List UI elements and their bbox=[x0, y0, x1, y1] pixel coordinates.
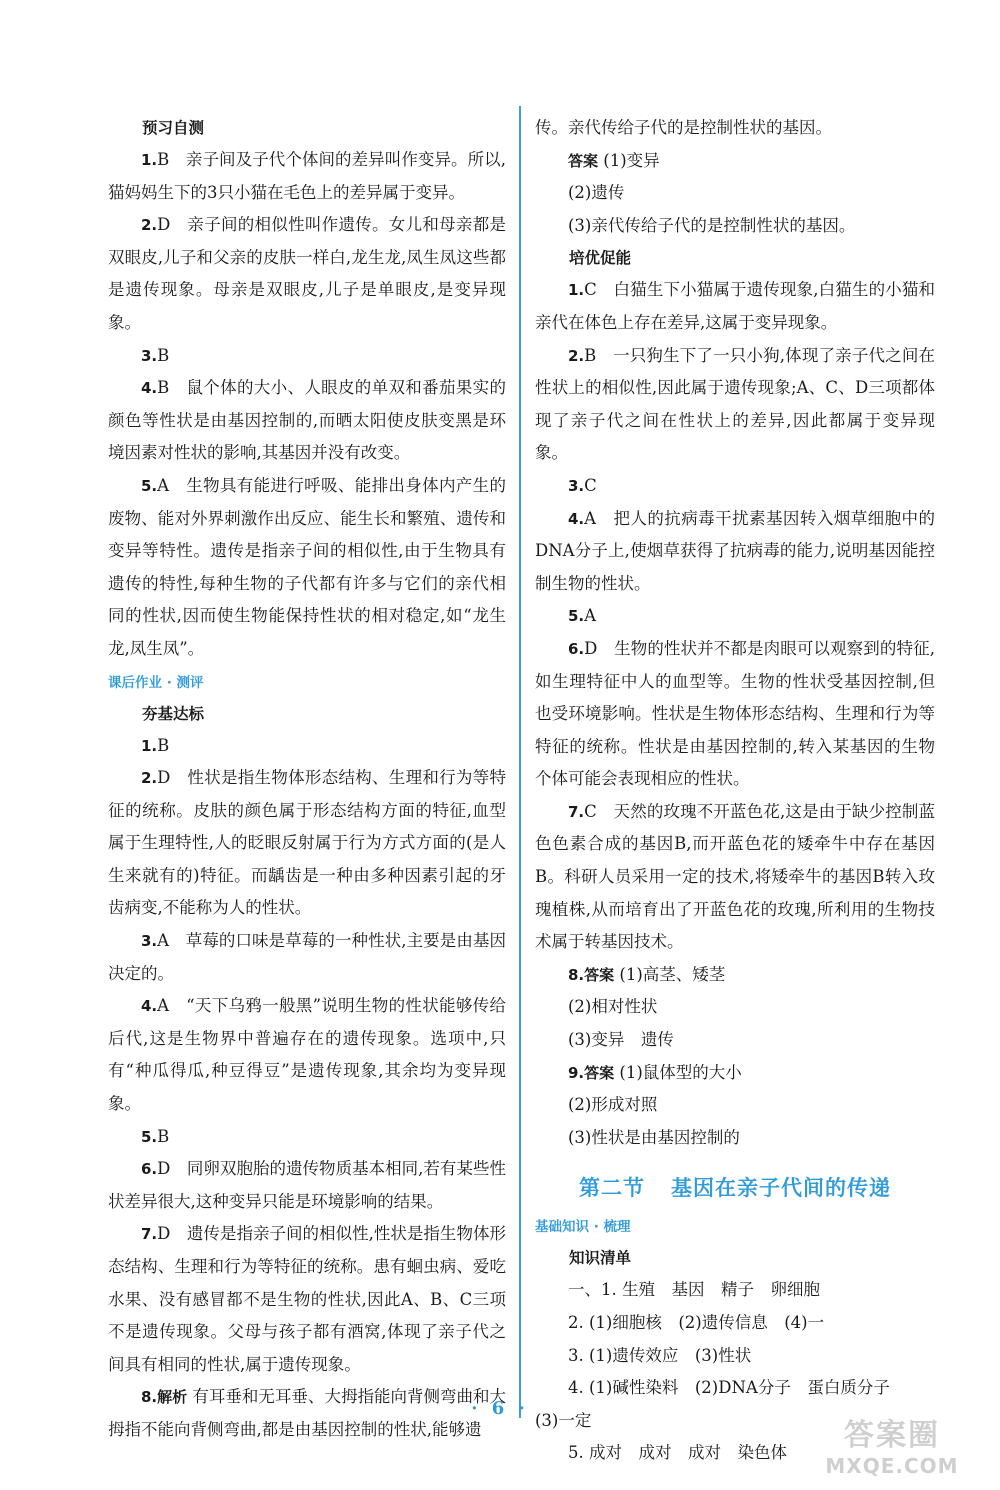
item-number: 7. bbox=[568, 802, 585, 821]
answer-item bbox=[108, 990, 506, 1120]
item-number: 5. bbox=[141, 476, 158, 495]
item-number: 8. bbox=[568, 965, 585, 984]
answer-item bbox=[535, 274, 935, 339]
item-text: (1)高茎、矮茎 bbox=[619, 964, 726, 984]
answer-line bbox=[535, 145, 935, 178]
answer-item bbox=[108, 372, 506, 470]
item-text: 有耳垂和无耳垂、大拇指能向背侧弯曲和大拇指不能向背侧弯曲,都是由基因控制的性状,能够遗 bbox=[108, 1387, 506, 1439]
watermark-text: 答案圈 bbox=[844, 1418, 940, 1453]
answer-item bbox=[535, 340, 935, 470]
answer-item bbox=[535, 600, 935, 633]
answer-item bbox=[108, 1121, 506, 1154]
answer-item bbox=[535, 470, 935, 503]
answer-item bbox=[108, 144, 506, 209]
item-number: 2. bbox=[141, 216, 158, 235]
item-number: 6. bbox=[141, 1160, 158, 1179]
section-basic-knowledge: 基础知识 · 梳理 bbox=[535, 1219, 631, 1236]
heading-knowledge-list: 知识清单 bbox=[569, 1249, 632, 1268]
answer-item bbox=[535, 633, 935, 796]
answer-text: (1)变异 bbox=[603, 150, 660, 170]
answer-line: (3)变异 遗传 bbox=[568, 1030, 674, 1050]
item-text: B bbox=[157, 1126, 170, 1146]
item-number: 2. bbox=[568, 346, 585, 365]
chapter-number: 第二节 bbox=[579, 1176, 645, 1201]
chapter-title bbox=[535, 1168, 935, 1208]
section-homework: 课后作业 · 测评 bbox=[108, 674, 204, 691]
watermark-url: MXQE.COM bbox=[825, 1454, 959, 1478]
item-text: A 生物具有能进行呼吸、能排出身体内产生的废物、能对外界刺激作出反应、能生长和繁殖、遗传和变异等特性。遗传是指亲子间的相似性,由于生物具有遗传的特性,每种生物的子代都有许多与它们的亲代相同的性状,因而使生物能保持性状的相对稳定,如“龙生龙,凤生凤”。 bbox=[108, 475, 506, 658]
right-column bbox=[535, 112, 935, 1470]
answer-item bbox=[108, 762, 506, 925]
answer-item bbox=[535, 796, 935, 959]
answer-label: 答案 bbox=[568, 151, 599, 170]
answer-item bbox=[108, 1153, 506, 1218]
item-number: 5. bbox=[141, 1127, 158, 1146]
item-text: (1)鼠体型的大小 bbox=[619, 1062, 742, 1082]
knowledge-line: 一、1. 生殖 基因 精子 卵细胞 bbox=[568, 1280, 820, 1300]
page-number: · 6 · bbox=[471, 1398, 529, 1419]
knowledge-line: 5. 成对 成对 成对 染色体 bbox=[568, 1443, 787, 1463]
item-text: A 把人的抗病毒干扰素基因转入烟草细胞中的DNA分子上,使烟草获得了抗病毒的能力,说明基因能控制生物的性状。 bbox=[535, 508, 935, 593]
item-number: 1. bbox=[568, 281, 585, 300]
item-number: 3. bbox=[568, 476, 585, 495]
answer-item bbox=[108, 925, 506, 990]
answer-item bbox=[108, 340, 506, 373]
item-number: 1. bbox=[141, 736, 158, 755]
item-text: A “天下乌鸦一般黑”说明生物的性状能够传给后代,这是生物界中普遍存在的遗传现象。选项中,只有“种瓜得瓜,种豆得豆”是遗传现象,其余均为变异现象。 bbox=[108, 996, 506, 1114]
answer-item bbox=[535, 1057, 935, 1090]
item-number: 3. bbox=[141, 346, 158, 365]
item-number: 1. bbox=[141, 151, 158, 169]
left-column bbox=[108, 112, 506, 1447]
item-number: 3. bbox=[141, 932, 158, 951]
answer-line: (2)形成对照 bbox=[568, 1095, 658, 1115]
answer-line: (2)相对性状 bbox=[568, 997, 658, 1017]
answer-item bbox=[535, 503, 935, 601]
item-text: D 性状是指生物体形态结构、生理和行为等特征的统称。皮肤的颜色属于形态结构方面的特征,血型属于生理特性,人的眨眼反射属于行为方式方面的(是人生来就有的)特征。而龋齿是一种由多种因素引起的牙齿病变,不能称为人的性状。 bbox=[108, 768, 506, 918]
item-number: 7. bbox=[141, 1225, 158, 1244]
item-text: D 同卵双胞胎的遗传物质基本相同,若有某些性状差异很大,这种变异只能是环境影响的结果。 bbox=[108, 1159, 506, 1211]
knowledge-line: 2. (1)细胞核 (2)遗传信息 (4)一 bbox=[568, 1313, 825, 1332]
item-text: C 白猫生下小猫属于遗传现象,白猫生的小猫和亲代在体色上存在差异,这属于变异现象。 bbox=[535, 280, 935, 332]
analysis-label: 解析 bbox=[157, 1388, 188, 1407]
item-number: 8. bbox=[141, 1388, 158, 1407]
answer-item bbox=[108, 209, 506, 339]
knowledge-line: 4. (1)碱性染料 (2)DNA分子 蛋白质分子 bbox=[568, 1378, 890, 1398]
chapter-name: 基因在亲子代间的传递 bbox=[671, 1176, 891, 1201]
answer-line: (2)遗传 bbox=[568, 183, 625, 203]
watermark-logo bbox=[806, 1418, 978, 1484]
item-text: B 鼠个体的大小、人眼皮的单双和番茄果实的颜色等性状是由基因控制的,而晒太阳使皮肤变黑是环境因素对性状的影响,其基因并没有改变。 bbox=[108, 378, 506, 463]
heading-preview: 预习自测 bbox=[142, 119, 205, 137]
answer-line: (3)性状是由基因控制的 bbox=[568, 1127, 740, 1147]
item-number: 9. bbox=[568, 1063, 585, 1082]
item-number: 4. bbox=[141, 379, 158, 398]
answer-label: 答案 bbox=[584, 1063, 615, 1082]
item-number: 2. bbox=[141, 769, 158, 788]
item-text: B 亲子间及子代个体间的差异叫作变异。所以,猫妈妈生下的3只小猫在毛色上的差异属于变异。 bbox=[108, 150, 506, 202]
heading-basic: 夯基达标 bbox=[142, 704, 205, 723]
item-number: 4. bbox=[141, 997, 158, 1016]
answer-item bbox=[535, 959, 935, 992]
item-text: B 一只狗生下了一只小狗,体现了亲子代之间在性状上的相似性,因此属于遗传现象;A、C、D三项都体现了亲子代之间在性状上的差异,因此都属于变异现象。 bbox=[535, 345, 935, 463]
item-text: D 亲子间的相似性叫作遗传。女儿和母亲都是双眼皮,儿子和父亲的皮肤一样白,龙生龙,凤生凤这些都是遗传现象。母亲是双眼皮,儿子是单眼皮,是变异现象。 bbox=[108, 215, 506, 332]
column-divider bbox=[519, 106, 521, 1418]
item-text: D 生物的性状并不都是肉眼可以观察到的特征,如生理特征中人的血型等。生物的性状受基因控制,但也受环境影响。性状是生物体形态结构、生理和行为等特征的统称。性状是由基因控制的,转入某基因的生物个体可能会表现相应的性状。 bbox=[535, 638, 935, 789]
item-number: 4. bbox=[568, 509, 585, 528]
item-text: A 草莓的口味是草莓的一种性状,主要是由基因决定的。 bbox=[108, 931, 506, 983]
answer-line: (3)亲代传给子代的是控制性状的基因。 bbox=[568, 215, 856, 235]
item-text: C 天然的玫瑰不开蓝色花,这是由于缺少控制蓝色色素合成的基因B,而开蓝色花的矮牵牛中存在基因B。科研人员采用一定的技术,将矮牵牛的基因B转入玫瑰植株,从而培育出了开蓝色花的玫瑰,所利用的生物技术属于转基因技术。 bbox=[535, 801, 935, 952]
item-number: 5. bbox=[568, 607, 585, 626]
heading-improve: 培优促能 bbox=[569, 249, 632, 268]
answer-item bbox=[108, 730, 506, 763]
continued-text: 传。亲代传给子代的是控制性状的基因。 bbox=[535, 118, 832, 137]
item-text: B bbox=[157, 345, 170, 365]
answer-item bbox=[108, 470, 506, 666]
item-text: B bbox=[157, 735, 170, 755]
answer-item bbox=[108, 1218, 506, 1381]
item-text: D 遗传是指亲子间的相似性,性状是指生物体形态结构、生理和行为等特征的统称。患有蛔虫病、爱吃水果、没有感冒都不是生物的性状,因此A、B、C三项不是遗传现象。父母与孩子都有酒窝,体现了亲子代之间具有相同的性状,属于遗传现象。 bbox=[108, 1224, 506, 1374]
knowledge-line: (3)一定 bbox=[535, 1410, 592, 1430]
answer-label: 答案 bbox=[584, 965, 615, 984]
item-number: 6. bbox=[568, 639, 585, 658]
knowledge-line: 3. (1)遗传效应 (3)性状 bbox=[568, 1345, 752, 1365]
item-text: A bbox=[584, 606, 597, 626]
item-text: C bbox=[584, 475, 597, 495]
